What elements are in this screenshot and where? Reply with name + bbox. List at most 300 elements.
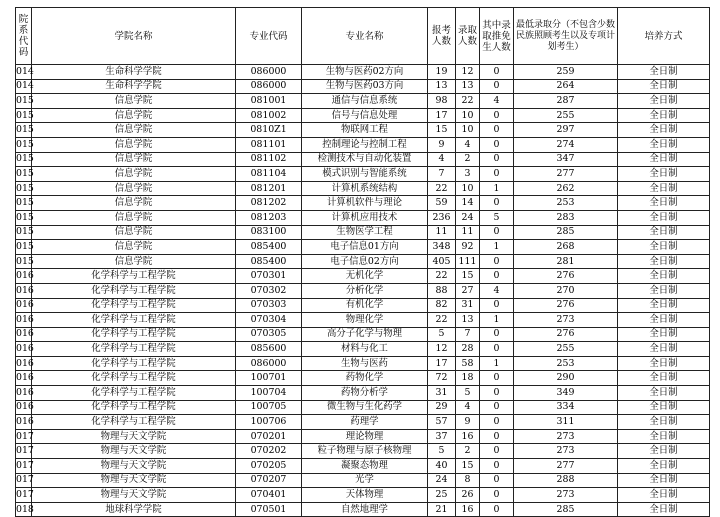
cell-applicants: 19 [428,65,456,80]
header-mode: 培养方式 [618,8,710,65]
cell-mode: 全日制 [618,415,710,430]
cell-admitted: 15 [456,459,480,474]
header-row [16,8,710,65]
cell-min-score: 253 [514,356,618,371]
cell-exempt: 0 [480,152,514,167]
cell-admitted: 31 [456,298,480,313]
cell-applicants: 4 [428,152,456,167]
cell-exempt: 4 [480,94,514,109]
cell-exempt: 0 [480,327,514,342]
cell-exempt: 0 [480,502,514,517]
table-row [16,123,710,138]
header-major: 专业名称 [302,8,428,65]
cell-applicants: 21 [428,502,456,517]
cell-applicants: 31 [428,386,456,401]
cell-major: 物理化学 [302,313,428,328]
cell-major-code: 086000 [236,79,302,94]
cell-min-score: 277 [514,459,618,474]
header-exempt: 其中录取推免生人数 [480,8,514,65]
cell-admitted: 9 [456,415,480,430]
cell-min-score: 281 [514,254,618,269]
cell-dept-code: 016 [16,342,32,357]
cell-min-score: 283 [514,210,618,225]
cell-min-score: 268 [514,240,618,255]
cell-applicants: 15 [428,123,456,138]
cell-college: 信息学院 [32,123,236,138]
cell-major: 材料与化工 [302,342,428,357]
cell-admitted: 28 [456,342,480,357]
cell-major: 分析化学 [302,283,428,298]
cell-dept-code: 015 [16,240,32,255]
cell-major-code: 081102 [236,152,302,167]
cell-college: 化学科学与工程学院 [32,298,236,313]
cell-major: 电子信息01方向 [302,240,428,255]
cell-major-code: 081203 [236,210,302,225]
cell-college: 信息学院 [32,225,236,240]
cell-major-code: 085400 [236,240,302,255]
cell-college: 信息学院 [32,254,236,269]
cell-major-code: 081001 [236,94,302,109]
cell-dept-code: 015 [16,210,32,225]
table-row [16,298,710,313]
cell-min-score: 255 [514,342,618,357]
table-row [16,254,710,269]
cell-dept-code: 015 [16,137,32,152]
cell-major-code: 083100 [236,225,302,240]
cell-min-score: 285 [514,502,618,517]
cell-mode: 全日制 [618,283,710,298]
cell-major-code: 100701 [236,371,302,386]
table-row [16,181,710,196]
cell-major: 控制理论与控制工程 [302,137,428,152]
cell-admitted: 27 [456,283,480,298]
cell-exempt: 0 [480,415,514,430]
cell-applicants: 13 [428,79,456,94]
admission-table [15,7,710,517]
cell-exempt: 0 [480,65,514,80]
cell-major-code: 081101 [236,137,302,152]
cell-major-code: 086000 [236,356,302,371]
cell-applicants: 17 [428,356,456,371]
cell-mode: 全日制 [618,400,710,415]
cell-admitted: 3 [456,167,480,182]
table-row [16,283,710,298]
cell-exempt: 4 [480,283,514,298]
cell-college: 信息学院 [32,181,236,196]
cell-mode: 全日制 [618,123,710,138]
table-row [16,79,710,94]
cell-admitted: 2 [456,444,480,459]
cell-mode: 全日制 [618,342,710,357]
cell-mode: 全日制 [618,502,710,517]
cell-exempt: 0 [480,123,514,138]
cell-min-score: 264 [514,79,618,94]
cell-applicants: 88 [428,283,456,298]
cell-min-score: 334 [514,400,618,415]
cell-college: 信息学院 [32,167,236,182]
cell-min-score: 288 [514,473,618,488]
admission-table-container [15,7,710,517]
cell-major-code: 070207 [236,473,302,488]
cell-mode: 全日制 [618,79,710,94]
table-row [16,371,710,386]
cell-applicants: 82 [428,298,456,313]
cell-major-code: 070201 [236,429,302,444]
header-college: 学院名称 [32,8,236,65]
cell-min-score: 349 [514,386,618,401]
cell-applicants: 7 [428,167,456,182]
cell-admitted: 58 [456,356,480,371]
cell-admitted: 10 [456,108,480,123]
cell-major-code: 0810Z1 [236,123,302,138]
cell-dept-code: 017 [16,473,32,488]
cell-major: 信号与信息处理 [302,108,428,123]
cell-major: 生物医学工程 [302,225,428,240]
table-row [16,196,710,211]
cell-min-score: 274 [514,137,618,152]
cell-admitted: 4 [456,137,480,152]
cell-college: 化学科学与工程学院 [32,269,236,284]
header-min-score: 最低录取分（不包含少数民族照顾考生以及专项计划考生） [514,8,618,65]
cell-major: 生物与医药02方向 [302,65,428,80]
table-row [16,459,710,474]
cell-college: 地球科学学院 [32,502,236,517]
table-row [16,444,710,459]
cell-college: 化学科学与工程学院 [32,327,236,342]
cell-major: 药物分析学 [302,386,428,401]
cell-major: 检测技术与自动化装置 [302,152,428,167]
cell-mode: 全日制 [618,167,710,182]
cell-applicants: 405 [428,254,456,269]
cell-mode: 全日制 [618,94,710,109]
cell-mode: 全日制 [618,137,710,152]
cell-college: 化学科学与工程学院 [32,400,236,415]
cell-min-score: 285 [514,225,618,240]
cell-min-score: 253 [514,196,618,211]
cell-applicants: 11 [428,225,456,240]
cell-exempt: 0 [480,488,514,503]
cell-admitted: 92 [456,240,480,255]
cell-major: 无机化学 [302,269,428,284]
cell-admitted: 18 [456,371,480,386]
cell-applicants: 24 [428,473,456,488]
cell-min-score: 276 [514,327,618,342]
cell-major-code: 070304 [236,313,302,328]
cell-college: 化学科学与工程学院 [32,342,236,357]
cell-applicants: 40 [428,459,456,474]
cell-exempt: 0 [480,400,514,415]
cell-min-score: 276 [514,269,618,284]
cell-college: 物理与天文学院 [32,488,236,503]
header-dept-code: 院系代码 [16,8,32,65]
cell-college: 物理与天文学院 [32,429,236,444]
cell-applicants: 22 [428,181,456,196]
cell-dept-code: 016 [16,356,32,371]
cell-major-code: 070303 [236,298,302,313]
cell-min-score: 259 [514,65,618,80]
cell-major-code: 070305 [236,327,302,342]
cell-college: 化学科学与工程学院 [32,386,236,401]
cell-admitted: 11 [456,225,480,240]
cell-admitted: 7 [456,327,480,342]
cell-mode: 全日制 [618,108,710,123]
cell-major: 物联网工程 [302,123,428,138]
cell-dept-code: 015 [16,152,32,167]
cell-college: 物理与天文学院 [32,473,236,488]
cell-major: 计算机应用技术 [302,210,428,225]
cell-major-code: 070301 [236,269,302,284]
cell-mode: 全日制 [618,429,710,444]
cell-exempt: 0 [480,137,514,152]
table-header [16,8,710,65]
cell-admitted: 8 [456,473,480,488]
table-row [16,473,710,488]
cell-mode: 全日制 [618,473,710,488]
cell-mode: 全日制 [618,240,710,255]
cell-college: 物理与天文学院 [32,459,236,474]
cell-major-code: 085600 [236,342,302,357]
table-row [16,488,710,503]
cell-mode: 全日制 [618,386,710,401]
cell-admitted: 14 [456,196,480,211]
cell-dept-code: 014 [16,65,32,80]
cell-mode: 全日制 [618,65,710,80]
cell-mode: 全日制 [618,269,710,284]
cell-mode: 全日制 [618,210,710,225]
cell-major-code: 070302 [236,283,302,298]
table-row [16,225,710,240]
cell-min-score: 290 [514,371,618,386]
cell-exempt: 0 [480,254,514,269]
table-row [16,386,710,401]
cell-dept-code: 016 [16,371,32,386]
table-row [16,502,710,517]
cell-dept-code: 017 [16,429,32,444]
table-row [16,108,710,123]
cell-min-score: 262 [514,181,618,196]
cell-applicants: 57 [428,415,456,430]
cell-dept-code: 016 [16,400,32,415]
cell-dept-code: 016 [16,269,32,284]
cell-exempt: 1 [480,313,514,328]
table-row [16,415,710,430]
cell-major-code: 081202 [236,196,302,211]
table-row [16,152,710,167]
cell-min-score: 277 [514,167,618,182]
table-row [16,210,710,225]
cell-major: 凝聚态物理 [302,459,428,474]
cell-major-code: 100705 [236,400,302,415]
table-row [16,240,710,255]
cell-mode: 全日制 [618,254,710,269]
cell-applicants: 17 [428,108,456,123]
cell-min-score: 273 [514,488,618,503]
cell-exempt: 0 [480,196,514,211]
cell-applicants: 59 [428,196,456,211]
cell-major-code: 081201 [236,181,302,196]
cell-exempt: 0 [480,473,514,488]
cell-applicants: 37 [428,429,456,444]
cell-admitted: 26 [456,488,480,503]
cell-admitted: 24 [456,210,480,225]
cell-mode: 全日制 [618,298,710,313]
cell-admitted: 22 [456,94,480,109]
cell-dept-code: 015 [16,94,32,109]
cell-mode: 全日制 [618,371,710,386]
cell-applicants: 9 [428,137,456,152]
cell-mode: 全日制 [618,225,710,240]
cell-applicants: 98 [428,94,456,109]
cell-admitted: 2 [456,152,480,167]
header-applicants: 报考人数 [428,8,456,65]
cell-exempt: 0 [480,429,514,444]
cell-admitted: 4 [456,400,480,415]
cell-college: 生命科学学院 [32,79,236,94]
cell-dept-code: 018 [16,502,32,517]
cell-min-score: 276 [514,298,618,313]
cell-mode: 全日制 [618,488,710,503]
cell-major: 模式识别与智能系统 [302,167,428,182]
cell-major-code: 081002 [236,108,302,123]
cell-applicants: 22 [428,269,456,284]
cell-min-score: 270 [514,283,618,298]
cell-dept-code: 017 [16,459,32,474]
cell-major: 药理学 [302,415,428,430]
cell-college: 信息学院 [32,152,236,167]
cell-major-code: 085400 [236,254,302,269]
cell-college: 生命科学学院 [32,65,236,80]
cell-exempt: 0 [480,386,514,401]
cell-dept-code: 015 [16,108,32,123]
cell-dept-code: 014 [16,79,32,94]
cell-exempt: 1 [480,181,514,196]
cell-exempt: 0 [480,225,514,240]
cell-mode: 全日制 [618,327,710,342]
cell-exempt: 5 [480,210,514,225]
cell-major-code: 081104 [236,167,302,182]
cell-min-score: 297 [514,123,618,138]
table-row [16,94,710,109]
cell-applicants: 5 [428,327,456,342]
cell-admitted: 13 [456,313,480,328]
cell-applicants: 12 [428,342,456,357]
cell-exempt: 0 [480,459,514,474]
cell-college: 化学科学与工程学院 [32,415,236,430]
cell-major: 粒子物理与原子核物理 [302,444,428,459]
cell-min-score: 287 [514,94,618,109]
cell-major: 微生物与生化药学 [302,400,428,415]
cell-dept-code: 016 [16,298,32,313]
table-body [16,65,710,517]
cell-applicants: 72 [428,371,456,386]
cell-major: 理论物理 [302,429,428,444]
cell-dept-code: 015 [16,181,32,196]
cell-major-code: 100706 [236,415,302,430]
cell-min-score: 273 [514,313,618,328]
cell-college: 化学科学与工程学院 [32,371,236,386]
cell-mode: 全日制 [618,356,710,371]
cell-exempt: 1 [480,240,514,255]
cell-min-score: 273 [514,429,618,444]
cell-applicants: 5 [428,444,456,459]
cell-min-score: 255 [514,108,618,123]
cell-exempt: 0 [480,79,514,94]
cell-major: 自然地理学 [302,502,428,517]
cell-min-score: 347 [514,152,618,167]
cell-exempt: 0 [480,269,514,284]
cell-dept-code: 016 [16,313,32,328]
cell-dept-code: 016 [16,415,32,430]
cell-major: 计算机系统结构 [302,181,428,196]
cell-admitted: 111 [456,254,480,269]
cell-college: 信息学院 [32,240,236,255]
cell-exempt: 0 [480,108,514,123]
cell-applicants: 22 [428,313,456,328]
cell-mode: 全日制 [618,196,710,211]
cell-college: 化学科学与工程学院 [32,283,236,298]
cell-admitted: 13 [456,79,480,94]
cell-applicants: 25 [428,488,456,503]
cell-dept-code: 015 [16,123,32,138]
cell-major: 生物与医药 [302,356,428,371]
cell-admitted: 10 [456,123,480,138]
cell-dept-code: 015 [16,167,32,182]
cell-college: 化学科学与工程学院 [32,313,236,328]
cell-mode: 全日制 [618,444,710,459]
cell-dept-code: 015 [16,225,32,240]
cell-admitted: 10 [456,181,480,196]
cell-college: 信息学院 [32,94,236,109]
cell-major-code: 086000 [236,65,302,80]
cell-exempt: 0 [480,342,514,357]
cell-min-score: 311 [514,415,618,430]
header-admitted: 录取人数 [456,8,480,65]
table-row [16,356,710,371]
cell-applicants: 29 [428,400,456,415]
cell-exempt: 0 [480,167,514,182]
cell-exempt: 1 [480,356,514,371]
table-row [16,400,710,415]
cell-college: 信息学院 [32,108,236,123]
cell-admitted: 15 [456,269,480,284]
cell-college: 信息学院 [32,196,236,211]
table-row [16,269,710,284]
cell-major: 光学 [302,473,428,488]
table-row [16,313,710,328]
cell-major-code: 070501 [236,502,302,517]
cell-major: 有机化学 [302,298,428,313]
cell-mode: 全日制 [618,313,710,328]
table-row [16,137,710,152]
cell-college: 化学科学与工程学院 [32,356,236,371]
cell-dept-code: 017 [16,444,32,459]
cell-dept-code: 016 [16,283,32,298]
cell-major: 高分子化学与物理 [302,327,428,342]
cell-min-score: 273 [514,444,618,459]
header-major-code: 专业代码 [236,8,302,65]
cell-dept-code: 016 [16,327,32,342]
cell-mode: 全日制 [618,181,710,196]
cell-dept-code: 015 [16,254,32,269]
table-row [16,167,710,182]
cell-dept-code: 017 [16,488,32,503]
cell-college: 信息学院 [32,137,236,152]
cell-major: 电子信息02方向 [302,254,428,269]
table-row [16,65,710,80]
cell-major: 药物化学 [302,371,428,386]
cell-major-code: 100704 [236,386,302,401]
cell-major: 生物与医药03方向 [302,79,428,94]
